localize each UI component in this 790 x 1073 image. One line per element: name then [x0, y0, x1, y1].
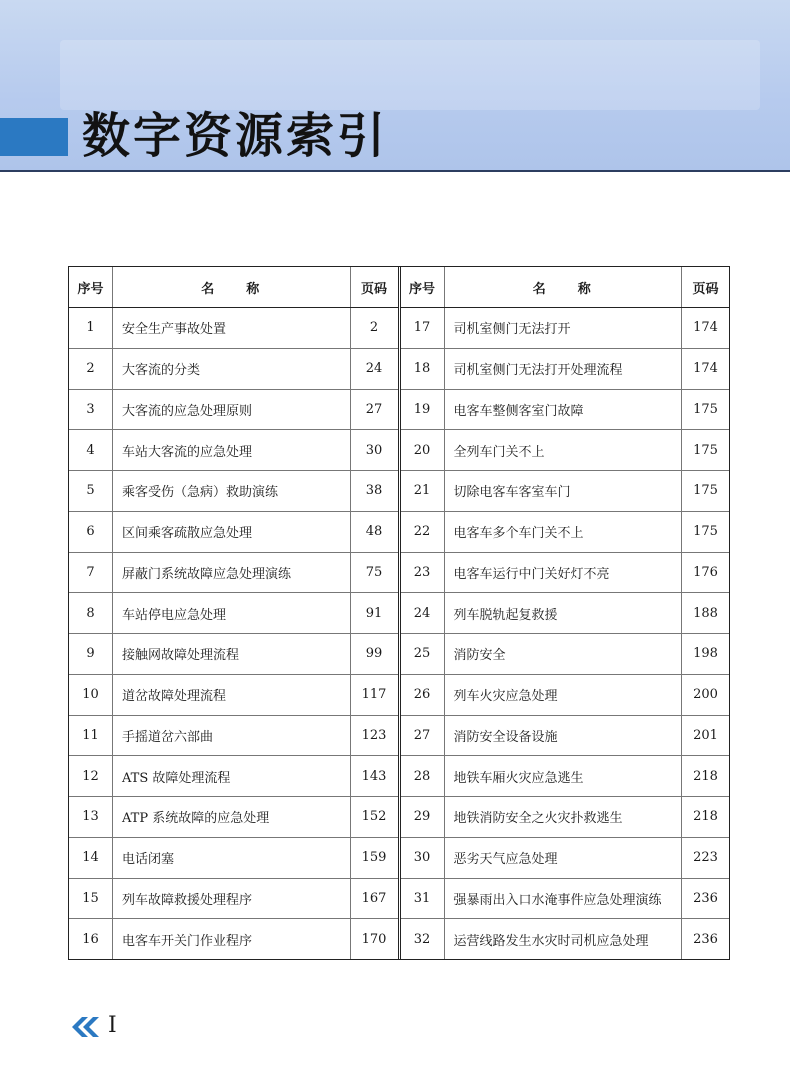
- entry-page: 99: [365, 646, 383, 662]
- entry-page: 167: [361, 890, 387, 906]
- entry-page: 201: [693, 727, 718, 743]
- entry-page: 2: [369, 320, 379, 336]
- table-row: [69, 430, 398, 471]
- entry-number: 32: [401, 919, 445, 959]
- entry-page: 30: [365, 442, 383, 458]
- entry-number: 28: [401, 756, 445, 796]
- entry-number: 1: [69, 308, 113, 348]
- entry-number: 9: [69, 634, 113, 674]
- entry-name: 屏蔽门系统故障应急处理演练: [113, 553, 351, 593]
- entry-name: 全列车门关不上: [445, 430, 683, 470]
- table-row: [401, 675, 730, 716]
- entry-name: 消防安全设备设施: [445, 716, 683, 756]
- entry-number: 20: [401, 430, 445, 470]
- entry-page: 174: [693, 361, 718, 377]
- chevron-left-icon: [68, 1016, 102, 1038]
- entry-page: 38: [365, 483, 383, 499]
- table-row: [69, 512, 398, 553]
- entry-name: 列车火灾应急处理: [445, 675, 683, 715]
- entry-page: 170: [361, 931, 387, 947]
- table-row: [401, 512, 730, 553]
- entry-number: 14: [69, 838, 113, 878]
- header-name: 名 称: [445, 267, 683, 307]
- entry-page: 123: [361, 727, 387, 743]
- entry-page: 175: [693, 442, 718, 458]
- table-row: [69, 390, 398, 431]
- entry-name: 道岔故障处理流程: [113, 675, 351, 715]
- table-row: [401, 919, 730, 959]
- entry-number: 6: [69, 512, 113, 552]
- entry-page: 159: [361, 850, 387, 866]
- entry-page: 152: [361, 809, 387, 825]
- entry-number: 2: [69, 349, 113, 389]
- entry-page: 188: [693, 605, 718, 621]
- page-folio: I: [108, 1013, 117, 1038]
- entry-name: 接触网故障处理流程: [113, 634, 351, 674]
- table-header: [69, 267, 398, 308]
- entry-name: 乘客受伤（急病）救助演练: [113, 471, 351, 511]
- entry-name: 手摇道岔六部曲: [113, 716, 351, 756]
- table-row: [401, 430, 730, 471]
- table-row: [69, 593, 398, 634]
- entry-name: 电客车运行中门关好灯不亮: [445, 553, 683, 593]
- table-row: [401, 634, 730, 675]
- entry-number: 23: [401, 553, 445, 593]
- table-row: [69, 716, 398, 757]
- entry-name: 电话闭塞: [113, 838, 351, 878]
- entry-name: ATP 系统故障的应急处理: [113, 797, 351, 837]
- entry-page: 175: [693, 524, 718, 540]
- entry-name: 恶劣天气应急处理: [445, 838, 683, 878]
- entry-number: 27: [401, 716, 445, 756]
- page-title: 数字资源索引: [82, 108, 389, 164]
- table-row: [69, 308, 398, 349]
- index-table-left: [69, 267, 401, 959]
- entry-number: 7: [69, 553, 113, 593]
- table-row: [401, 308, 730, 349]
- entry-page: 236: [693, 931, 718, 947]
- entry-name: 大客流的应急处理原则: [113, 390, 351, 430]
- entry-number: 25: [401, 634, 445, 674]
- entry-name: 运营线路发生水灾时司机应急处理: [445, 919, 683, 959]
- entry-page: 91: [365, 605, 383, 621]
- entry-page: 48: [365, 524, 383, 540]
- entry-number: 13: [69, 797, 113, 837]
- entry-name: 安全生产事故处置: [113, 308, 351, 348]
- entry-page: 218: [693, 768, 718, 784]
- table-row: [69, 634, 398, 675]
- table-row: [401, 593, 730, 634]
- entry-name: 地铁消防安全之火灾扑救逃生: [445, 797, 683, 837]
- table-row: [69, 756, 398, 797]
- entry-name: 区间乘客疏散应急处理: [113, 512, 351, 552]
- entry-name: 地铁车厢火灾应急逃生: [445, 756, 683, 796]
- header-rule: [0, 170, 790, 172]
- entry-page: 24: [365, 361, 383, 377]
- entry-name: 列车脱轨起复救援: [445, 593, 683, 633]
- entry-name: 切除电客车客室车门: [445, 471, 683, 511]
- entry-page: 200: [693, 687, 718, 703]
- index-table-right: [401, 267, 730, 959]
- header-no: 序号: [401, 267, 445, 307]
- table-row: [69, 675, 398, 716]
- table-row: [401, 349, 730, 390]
- header-page: 页码: [360, 281, 387, 297]
- entry-number: 16: [69, 919, 113, 959]
- entry-number: 18: [401, 349, 445, 389]
- entry-page: 175: [693, 483, 718, 499]
- table-row: [401, 879, 730, 920]
- entry-number: 4: [69, 430, 113, 470]
- header-name: 名 称: [113, 267, 351, 307]
- entry-name: 强暴雨出入口水淹事件应急处理演练: [445, 879, 683, 919]
- table-row: [401, 716, 730, 757]
- entry-number: 29: [401, 797, 445, 837]
- title-accent-bar: [0, 118, 68, 156]
- table-header: [401, 267, 730, 308]
- entry-number: 15: [69, 879, 113, 919]
- entry-number: 21: [401, 471, 445, 511]
- header-no: 序号: [69, 267, 113, 307]
- table-row: [401, 756, 730, 797]
- entry-page: 75: [365, 564, 383, 580]
- table-row: [69, 879, 398, 920]
- entry-name: 消防安全: [445, 634, 683, 674]
- entry-name: 电客车开关门作业程序: [113, 919, 351, 959]
- table-row: [401, 553, 730, 594]
- table-row: [69, 838, 398, 879]
- entry-number: 30: [401, 838, 445, 878]
- entry-page: 27: [365, 401, 383, 417]
- entry-number: 5: [69, 471, 113, 511]
- entry-page: 223: [693, 850, 718, 866]
- entry-number: 11: [69, 716, 113, 756]
- entry-number: 26: [401, 675, 445, 715]
- table-row: [401, 797, 730, 838]
- entry-number: 22: [401, 512, 445, 552]
- table-row: [69, 797, 398, 838]
- entry-name: 电客车多个车门关不上: [445, 512, 683, 552]
- entry-number: 31: [401, 879, 445, 919]
- table-row: [401, 471, 730, 512]
- entry-page: 218: [693, 809, 718, 825]
- entry-name: 车站停电应急处理: [113, 593, 351, 633]
- entry-page: 174: [693, 320, 718, 336]
- table-row: [69, 919, 398, 959]
- entry-number: 10: [69, 675, 113, 715]
- entry-name: 司机室侧门无法打开处理流程: [445, 349, 683, 389]
- entry-number: 19: [401, 390, 445, 430]
- entry-name: 列车故障救援处理程序: [113, 879, 351, 919]
- entry-number: 3: [69, 390, 113, 430]
- table-row: [69, 471, 398, 512]
- entry-page: 175: [693, 401, 718, 417]
- entry-name: 电客车整侧客室门故障: [445, 390, 683, 430]
- entry-name: 司机室侧门无法打开: [445, 308, 683, 348]
- table-row: [69, 553, 398, 594]
- entry-page: 198: [693, 646, 718, 662]
- entry-name: 车站大客流的应急处理: [113, 430, 351, 470]
- entry-name: ATS 故障处理流程: [113, 756, 351, 796]
- entry-number: 8: [69, 593, 113, 633]
- entry-page: 117: [361, 687, 387, 703]
- entry-page: 236: [693, 890, 718, 906]
- entry-number: 12: [69, 756, 113, 796]
- entry-number: 17: [401, 308, 445, 348]
- table-row: [401, 838, 730, 879]
- entry-page: 143: [361, 768, 387, 784]
- table-row: [401, 390, 730, 431]
- index-table: [68, 266, 730, 960]
- entry-number: 24: [401, 593, 445, 633]
- table-row: [69, 349, 398, 390]
- header-page: 页码: [692, 281, 719, 297]
- entry-name: 大客流的分类: [113, 349, 351, 389]
- entry-page: 176: [693, 564, 718, 580]
